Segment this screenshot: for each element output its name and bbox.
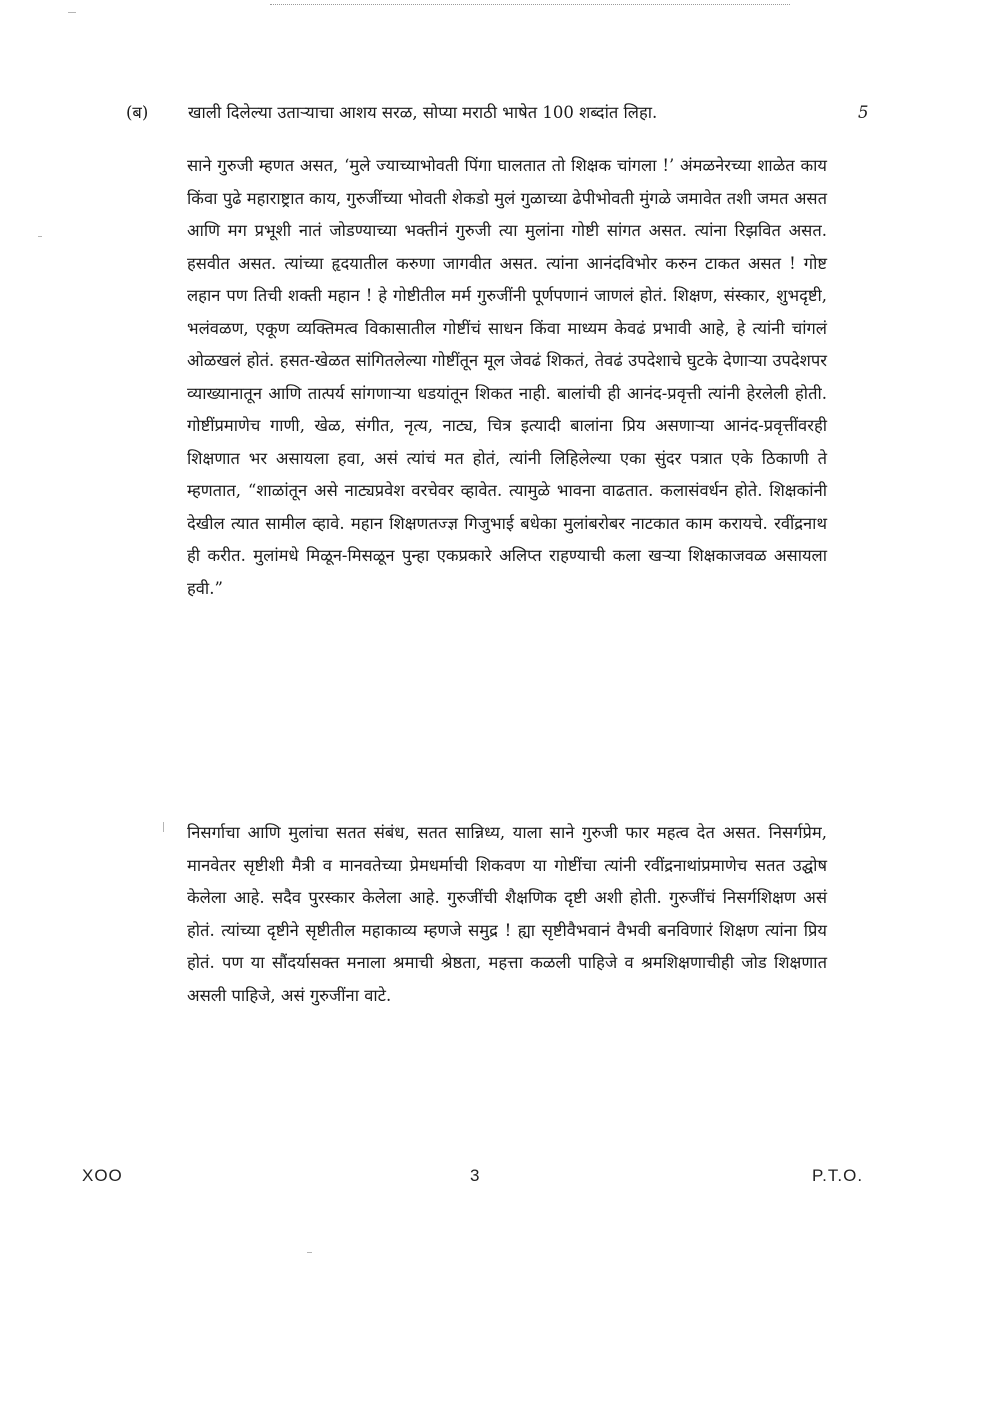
passage-paragraph-1: साने गुरुजी म्हणत असत, ‘मुले ज्याच्याभोवती पिंगा घालतात तो शिक्षक चांगला !’ अंमळनेरच्या शाळेत काय किंवा पुढे महाराष्ट्रात काय, गुरुजींच्या भोवती शेकडो मुलं गुळाच्या ढेपीभोवती मुंगळे जमावेत तशी जमत असत आणि मग प्रभूशी नातं जोडण्याच्या भक्तीनं गुरुजी त्या मुलांना गोष्टी सांगत असत. त्यांना रिझवित असत. हसवीत असत. त्यांच्या हृदयातील करुणा जागवीत असत. त्यांना आनंदविभोर करुन टाकत असत ! गोष्ट लहान पण तिची शक्ती महान ! हे गोष्टीतील मर्म गुरुजींनी पूर्णपणानं जाणलं होतं. शिक्षण, संस्कार, शुभदृष्टी, भलंवळण, एकूण व्यक्तिमत्व विकासातील गोष्टींचं साधन किंवा माध्यम केवढं प्रभावी आहे, हे त्यांनी चांगलं ओळखलं होतं. हसत-खेळत सांगितलेल्या गोष्टींतून मूल जेवढं शिकतं, तेवढं उपदेशाचे घुटके देणाऱ्या उपदेशपर व्याख्यानातून आणि तात्पर्य सांगणाऱ्या धडयांतून शिकत नाही. बालांची ही आनंद-प्रवृत्ती त्यांनी हेरलेली होती. गोष्टींप्रमाणेच गाणी, खेळ, संगीत, नृत्य, नाट्य, चित्र इत्यादी बालांना प्रिय असणाऱ्या आनंद-प्रवृत्तींवरही शिक्षणात भर असायला हवा, असं त्यांचं मत होतं, त्यांनी लिहिलेल्या एका सुंदर पत्रात एके ठिकाणी ते म्हणतात, “शाळांतून असे नाट्यप्रवेश वरचेवर व्हावेत. त्यामुळे भावना वाढतात. कलासंवर्धन होते. शिक्षकांनी देखील त्यात सामील व्हावे. महान शिक्षणतज्ज्ञ गिजुभाई बधेका मुलांबरोबर नाटकात काम करायचे. रवींद्रनाथ ही करीत. मुलांमधे मिळून-मिसळून पुन्हा एकप्रकारे अलिप्त राहण्याची कला खऱ्या शिक्षकाजवळ असायला हवी.” (187, 156, 827, 598)
scan-artifact-mark (68, 12, 76, 13)
question-label: (ब) (126, 103, 149, 122)
scan-artifact-mark (38, 236, 42, 237)
question-header (0, 98, 998, 128)
scan-artifact-mark (307, 1252, 312, 1253)
paper-code: XOO (82, 1166, 123, 1185)
scan-artifact-line (270, 4, 790, 5)
scan-artifact-mark (163, 822, 164, 832)
please-turn-over: P.T.O. (812, 1166, 864, 1185)
question-marks: 5 (858, 103, 869, 122)
passage-paragraph-2: निसर्गाचा आणि मुलांचा सतत संबंध, सतत सान्निध्य, याला साने गुरुजी फार महत्व देत असत. निसर्गप्रेम, मानवेतर सृष्टीशी मैत्री व मानवतेच्या प्रेमधर्माची शिकवण या गोष्टींचा त्यांनी रवींद्रनाथांप्रमाणेच सतत उद्घोष केलेला आहे. सदैव पुरस्कार केलेला आहे. गुरुजींची शैक्षणिक दृष्टी अशी होती. गुरुजींचं निसर्गशिक्षण असं होतं. त्यांच्या दृष्टीने सृष्टीतील महाकाव्य म्हणजे समुद्र ! ह्या सृष्टीवैभवानं वैभवी बनविणारं शिक्षण त्यांना प्रिय होतं. पण या सौंदर्यासक्त मनाला श्रमाची श्रेष्ठता, महत्ता कळली पाहिजे व श्रमशिक्षणाचीही जोड शिक्षणात असली पाहिजे, असं गुरुजींना वाटे. (187, 823, 827, 1005)
question-instruction: खाली दिलेल्या उताऱ्याचा आशय सरळ, सोप्या मराठी भाषेत 100 शब्दांत लिहा. (188, 103, 658, 122)
page-number: 3 (470, 1166, 481, 1185)
